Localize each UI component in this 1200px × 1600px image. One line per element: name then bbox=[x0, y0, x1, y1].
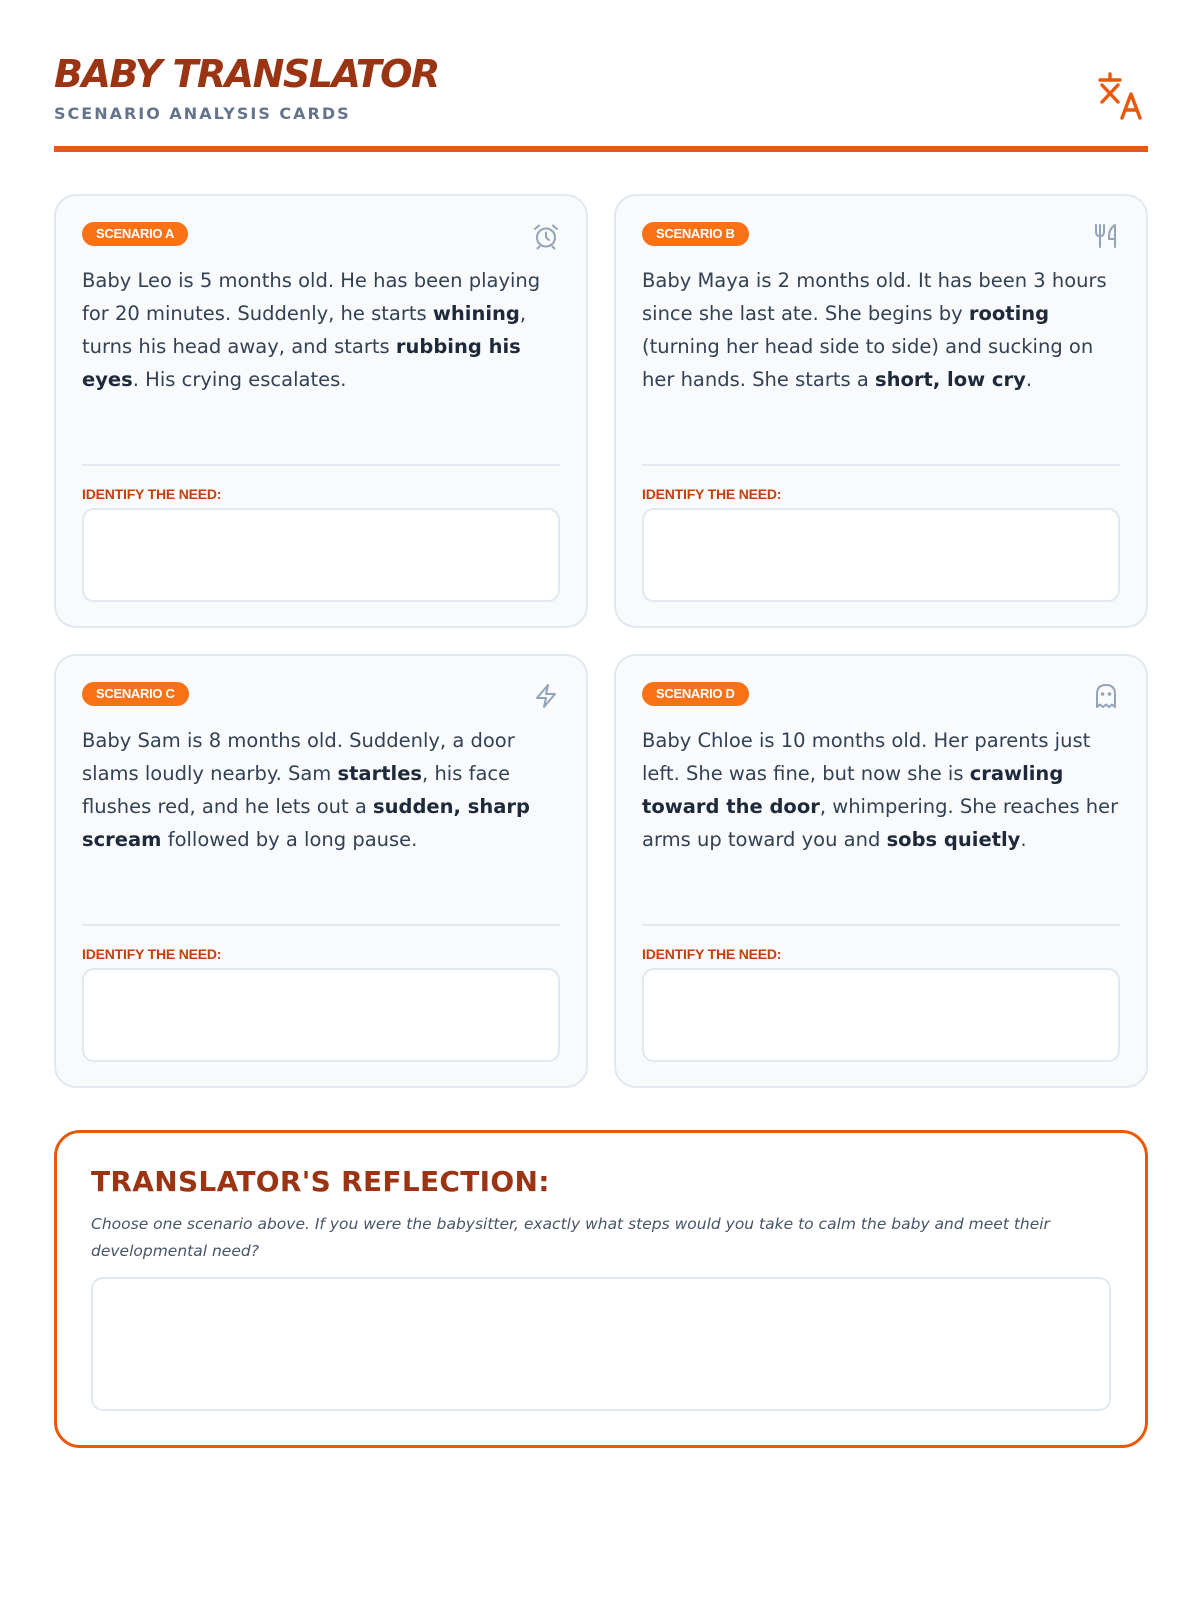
story-text: , his face flushes red, and he lets out a bbox=[82, 762, 511, 818]
emphasized-text: short, low cry bbox=[875, 368, 1026, 391]
identify-need-label: IDENTIFY THE NEED: bbox=[642, 486, 782, 502]
scenario-badge: SCENARIO B bbox=[642, 222, 749, 246]
divider bbox=[642, 464, 1120, 466]
scenario-card bbox=[614, 194, 1148, 628]
identify-need-label: IDENTIFY THE NEED: bbox=[82, 486, 222, 502]
page-header bbox=[54, 48, 1148, 152]
lightning-bolt-icon bbox=[532, 682, 560, 710]
reflection-prompt: Choose one scenario above. If you were the babysitter, exactly what steps would you take to calm the baby and meet their developmental need? bbox=[91, 1215, 1050, 1260]
reflection-title: TRANSLATOR'S REFLECTION: bbox=[91, 1165, 550, 1198]
scenario-badge: SCENARIO A bbox=[82, 222, 188, 246]
emphasized-text: crawling toward the door bbox=[642, 762, 1064, 818]
story-text: Baby Leo is 5 months old. He has been playing for 20 minutes. Suddenly, he starts bbox=[82, 269, 541, 325]
divider bbox=[82, 464, 560, 466]
story-text: followed by a long pause. bbox=[161, 828, 418, 851]
emphasized-text: sobs quietly bbox=[886, 828, 1021, 851]
identify-need-label: IDENTIFY THE NEED: bbox=[82, 946, 222, 962]
story-text: (turning her head side to side) and sucking on her hands. She starts a bbox=[642, 335, 1094, 391]
identify-need-field[interactable] bbox=[82, 968, 560, 1062]
identify-need-field[interactable] bbox=[642, 508, 1120, 602]
identify-need-field[interactable] bbox=[82, 508, 560, 602]
emphasized-text: whining bbox=[432, 302, 520, 325]
utensils-icon bbox=[1092, 222, 1120, 250]
story-text: . bbox=[1025, 368, 1033, 391]
story-text: , whimpering. She reaches her arms up toward you and bbox=[642, 795, 1119, 851]
scenario-badge: SCENARIO D bbox=[642, 682, 749, 706]
emphasized-text: rubbing his eyes bbox=[82, 335, 521, 391]
ghost-icon bbox=[1092, 682, 1120, 710]
emphasized-text: startles bbox=[337, 762, 423, 785]
reflection-panel bbox=[54, 1130, 1148, 1448]
story-text: Baby Maya is 2 months old. It has been 3 hours since she last ate. She begins by bbox=[642, 269, 1107, 325]
scenario-description bbox=[642, 724, 1126, 856]
alarm-clock-icon bbox=[532, 222, 560, 250]
divider bbox=[82, 924, 560, 926]
identify-need-label: IDENTIFY THE NEED: bbox=[642, 946, 782, 962]
story-text: Baby Sam is 8 months old. Suddenly, a door slams loudly nearby. Sam bbox=[82, 729, 515, 785]
scenario-card bbox=[614, 654, 1148, 1088]
page-subtitle: SCENARIO ANALYSIS CARDS bbox=[54, 104, 351, 123]
scenario-description bbox=[82, 264, 566, 396]
reflection-answer-field[interactable] bbox=[91, 1277, 1111, 1411]
story-text: , turns his head away, and starts bbox=[82, 302, 527, 358]
story-text: . bbox=[1020, 828, 1027, 851]
story-text: Baby Chloe is 10 months old. Her parents just left. She was fine, but now she is bbox=[642, 729, 1091, 785]
emphasized-text: rooting bbox=[968, 302, 1050, 325]
story-text: . His crying escalates. bbox=[132, 368, 347, 391]
scenario-card bbox=[54, 654, 588, 1088]
scenario-description bbox=[82, 724, 566, 856]
scenario-card bbox=[54, 194, 588, 628]
emphasized-text: sudden, sharp scream bbox=[82, 795, 530, 851]
scenario-description bbox=[642, 264, 1126, 396]
page-title: BABY TRANSLATOR bbox=[54, 52, 439, 96]
identify-need-field[interactable] bbox=[642, 968, 1120, 1062]
scenario-badge: SCENARIO C bbox=[82, 682, 189, 706]
language-translate-icon bbox=[1096, 70, 1148, 122]
divider bbox=[642, 924, 1120, 926]
